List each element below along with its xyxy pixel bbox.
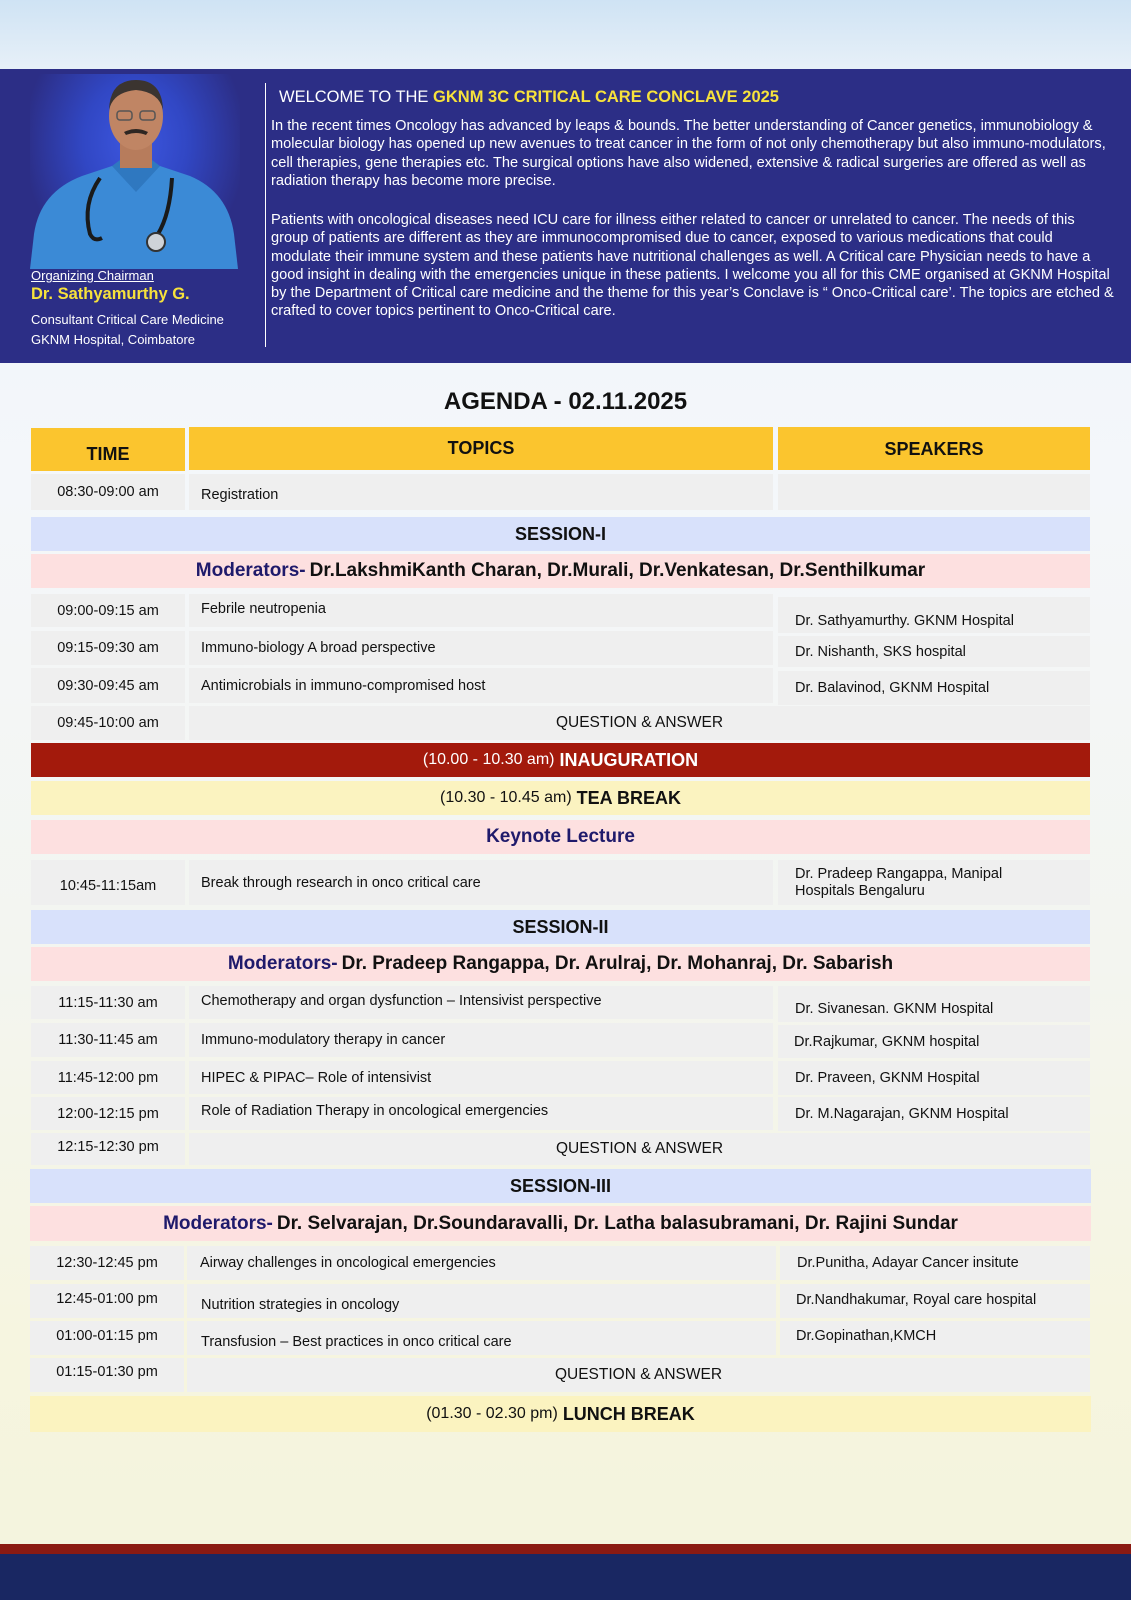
table-row-time: 12:45-01:00 pm (30, 1284, 184, 1318)
table-row-speaker: Dr. Balavinod, GKNM Hospital (778, 671, 1090, 705)
session-1-moderators (31, 554, 1090, 588)
table-row-time: 09:30-09:45 am (31, 668, 185, 703)
session-3-moderators (30, 1206, 1091, 1241)
table-row-topic: Febrile neutropenia (189, 594, 773, 627)
table-row-speaker: Dr. Sivanesan. GKNM Hospital (778, 986, 1090, 1022)
qa-time: 12:15-12:30 pm (31, 1133, 185, 1165)
inauguration-time: (10.00 - 10.30 am) (422, 751, 555, 768)
table-row-time: 12:00-12:15 pm (31, 1097, 185, 1130)
table-row-topic: Immuno-modulatory therapy in cancer (189, 1023, 773, 1057)
table-row-speaker: Dr. M.Nagarajan, GKNM Hospital (778, 1097, 1090, 1131)
table-row-time: 11:45-12:00 pm (31, 1061, 185, 1094)
lunch-break-banner (30, 1396, 1091, 1432)
table-row-topic: Antimicrobials in immuno-compromised host (189, 668, 773, 703)
tea-break-time: (10.30 - 10.45 am) (440, 789, 572, 806)
tea-break-label: TEA BREAK (576, 787, 681, 808)
inauguration-label: INAUGURATION (559, 749, 699, 770)
welcome-heading (279, 88, 779, 107)
table-row-speaker: Dr.Gopinathan,KMCH (780, 1321, 1090, 1355)
table-row-time: 09:15-09:30 am (31, 631, 185, 665)
moderators-names: Dr. Pradeep Rangappa, Dr. Arulraj, Dr. Mohanraj, Dr. Sabarish (341, 953, 894, 974)
table-row-time: 09:00-09:15 am (31, 594, 185, 627)
table-row-time: 11:30-11:45 am (31, 1023, 185, 1057)
qa-label: QUESTION & ANSWER (189, 706, 1090, 740)
table-row-topic: HIPEC & PIPAC– Role of intensivist (189, 1061, 773, 1094)
lunch-break-time: (01.30 - 02.30 pm) (426, 1405, 558, 1422)
table-row-time: 12:30-12:45 pm (30, 1246, 184, 1280)
agenda-title: AGENDA - 02.11.2025 (443, 388, 688, 415)
table-row-speaker: Dr. Praveen, GKNM Hospital (778, 1061, 1090, 1095)
registration-speaker (778, 474, 1090, 510)
table-row-topic: Transfusion – Best practices in onco critical care (187, 1321, 776, 1355)
lunch-break-label: LUNCH BREAK (562, 1403, 695, 1424)
tea-break-banner (31, 781, 1090, 815)
chairman-role: Consultant Critical Care Medicine (31, 312, 224, 327)
table-row-topic: Role of Radiation Therapy in oncological emergencies (189, 1097, 773, 1130)
moderators-names: Dr.LakshmiKanth Charan, Dr.Murali, Dr.Venkatesan, Dr.Senthilkumar (309, 560, 926, 581)
welcome-prefix: WELCOME TO THE (279, 88, 434, 106)
event-name: GKNM 3C CRITICAL CARE CONCLAVE 2025 (433, 88, 779, 106)
chairman-hospital: GKNM Hospital, Coimbatore (31, 332, 195, 347)
vertical-divider (265, 83, 266, 347)
moderators-names: Dr. Selvarajan, Dr.Soundaravalli, Dr. Latha balasubramani, Dr. Rajini Sundar (276, 1212, 958, 1234)
welcome-banner (0, 69, 1131, 363)
qa-label: QUESTION & ANSWER (189, 1133, 1090, 1165)
keynote-time: 10:45-11:15am (31, 860, 185, 905)
chairman-photo (20, 74, 250, 269)
moderators-label: Moderators- (195, 560, 306, 581)
chairman-label: Organizing Chairman (31, 268, 154, 283)
session-3-title: SESSION-III (30, 1169, 1091, 1203)
table-row-time: 01:00-01:15 pm (30, 1321, 184, 1355)
session-1-title: SESSION-I (31, 517, 1090, 551)
keynote-speaker-line-2: Hospitals Bengaluru (795, 882, 925, 899)
qa-time: 01:15-01:30 pm (30, 1358, 184, 1392)
keynote-title: Keynote Lecture (31, 820, 1090, 854)
table-row-topic: Nutrition strategies in oncology (187, 1284, 776, 1318)
header-speakers: SPEAKERS (778, 427, 1090, 470)
chairman-name: Dr. Sathyamurthy G. (31, 285, 190, 303)
welcome-paragraph-1: In the recent times Oncology has advanced by leaps & bounds. The better understanding of Cancer genetics, immunobiology & molecular biology has opened up new avenues to treat cancer in the form of not only chemotherapy but also immuno-modulators, cell therapies, gene therapies etc. The surgical options have also widened, extensive & radical surgeries are offered as well as radiation therapy has become more precise. (271, 118, 1106, 189)
table-row-topic: Airway challenges in oncological emergencies (187, 1246, 776, 1280)
qa-time: 09:45-10:00 am (31, 706, 185, 740)
moderators-label: Moderators- (163, 1212, 273, 1234)
inauguration-banner (31, 743, 1090, 777)
welcome-paragraph-2: Patients with oncological diseases need ICU care for illness either related to cancer or unrelated to cancer. The needs of this group of patients are different as they are immunocompromised due to cancer, exposed to various medications that could modulate their immune system and these patients have nutritional challenges as well. A Critical care Physician needs to have a good insight in dealing with the emergencies unique in these patients. I welcome you all for this CME organised at GKNM Hospital by the Department of Critical care medicine and the theme for this year’s Conclave is “ Onco-Critical care’. The topics are etched & crafted to cover topics pertinent to Onco-Critical care. (271, 212, 1114, 320)
table-row-time: 11:15-11:30 am (31, 986, 185, 1019)
top-sky-band (0, 0, 1131, 69)
table-row-speaker: Dr.Punitha, Adayar Cancer insitute (780, 1246, 1090, 1280)
session-2-moderators (31, 947, 1090, 981)
keynote-speaker-line-1: Dr. Pradeep Rangappa, Manipal (795, 865, 1003, 882)
moderators-label: Moderators- (227, 953, 338, 974)
footer-red-stripe (0, 1544, 1131, 1554)
session-2-title: SESSION-II (31, 910, 1090, 944)
table-row-speaker: Dr.Nandhakumar, Royal care hospital (780, 1284, 1090, 1318)
doctor-portrait-icon (20, 74, 250, 269)
registration-topic: Registration (189, 474, 773, 510)
registration-time: 08:30-09:00 am (31, 474, 185, 510)
table-row-speaker: Dr. Nishanth, SKS hospital (778, 636, 1090, 667)
keynote-speaker (778, 860, 1090, 905)
keynote-topic: Break through research in onco critical care (189, 860, 773, 905)
footer-navy-band (0, 1554, 1131, 1600)
table-row-speaker: Dr.Rajkumar, GKNM hospital (778, 1025, 1090, 1058)
table-row-topic: Chemotherapy and organ dysfunction – Intensivist perspective (189, 986, 773, 1019)
qa-label: QUESTION & ANSWER (187, 1358, 1090, 1392)
header-time: TIME (31, 428, 185, 471)
table-row-topic: Immuno-biology A broad perspective (189, 631, 773, 665)
header-topics: TOPICS (189, 427, 773, 470)
table-row-speaker: Dr. Sathyamurthy. GKNM Hospital (778, 597, 1090, 633)
